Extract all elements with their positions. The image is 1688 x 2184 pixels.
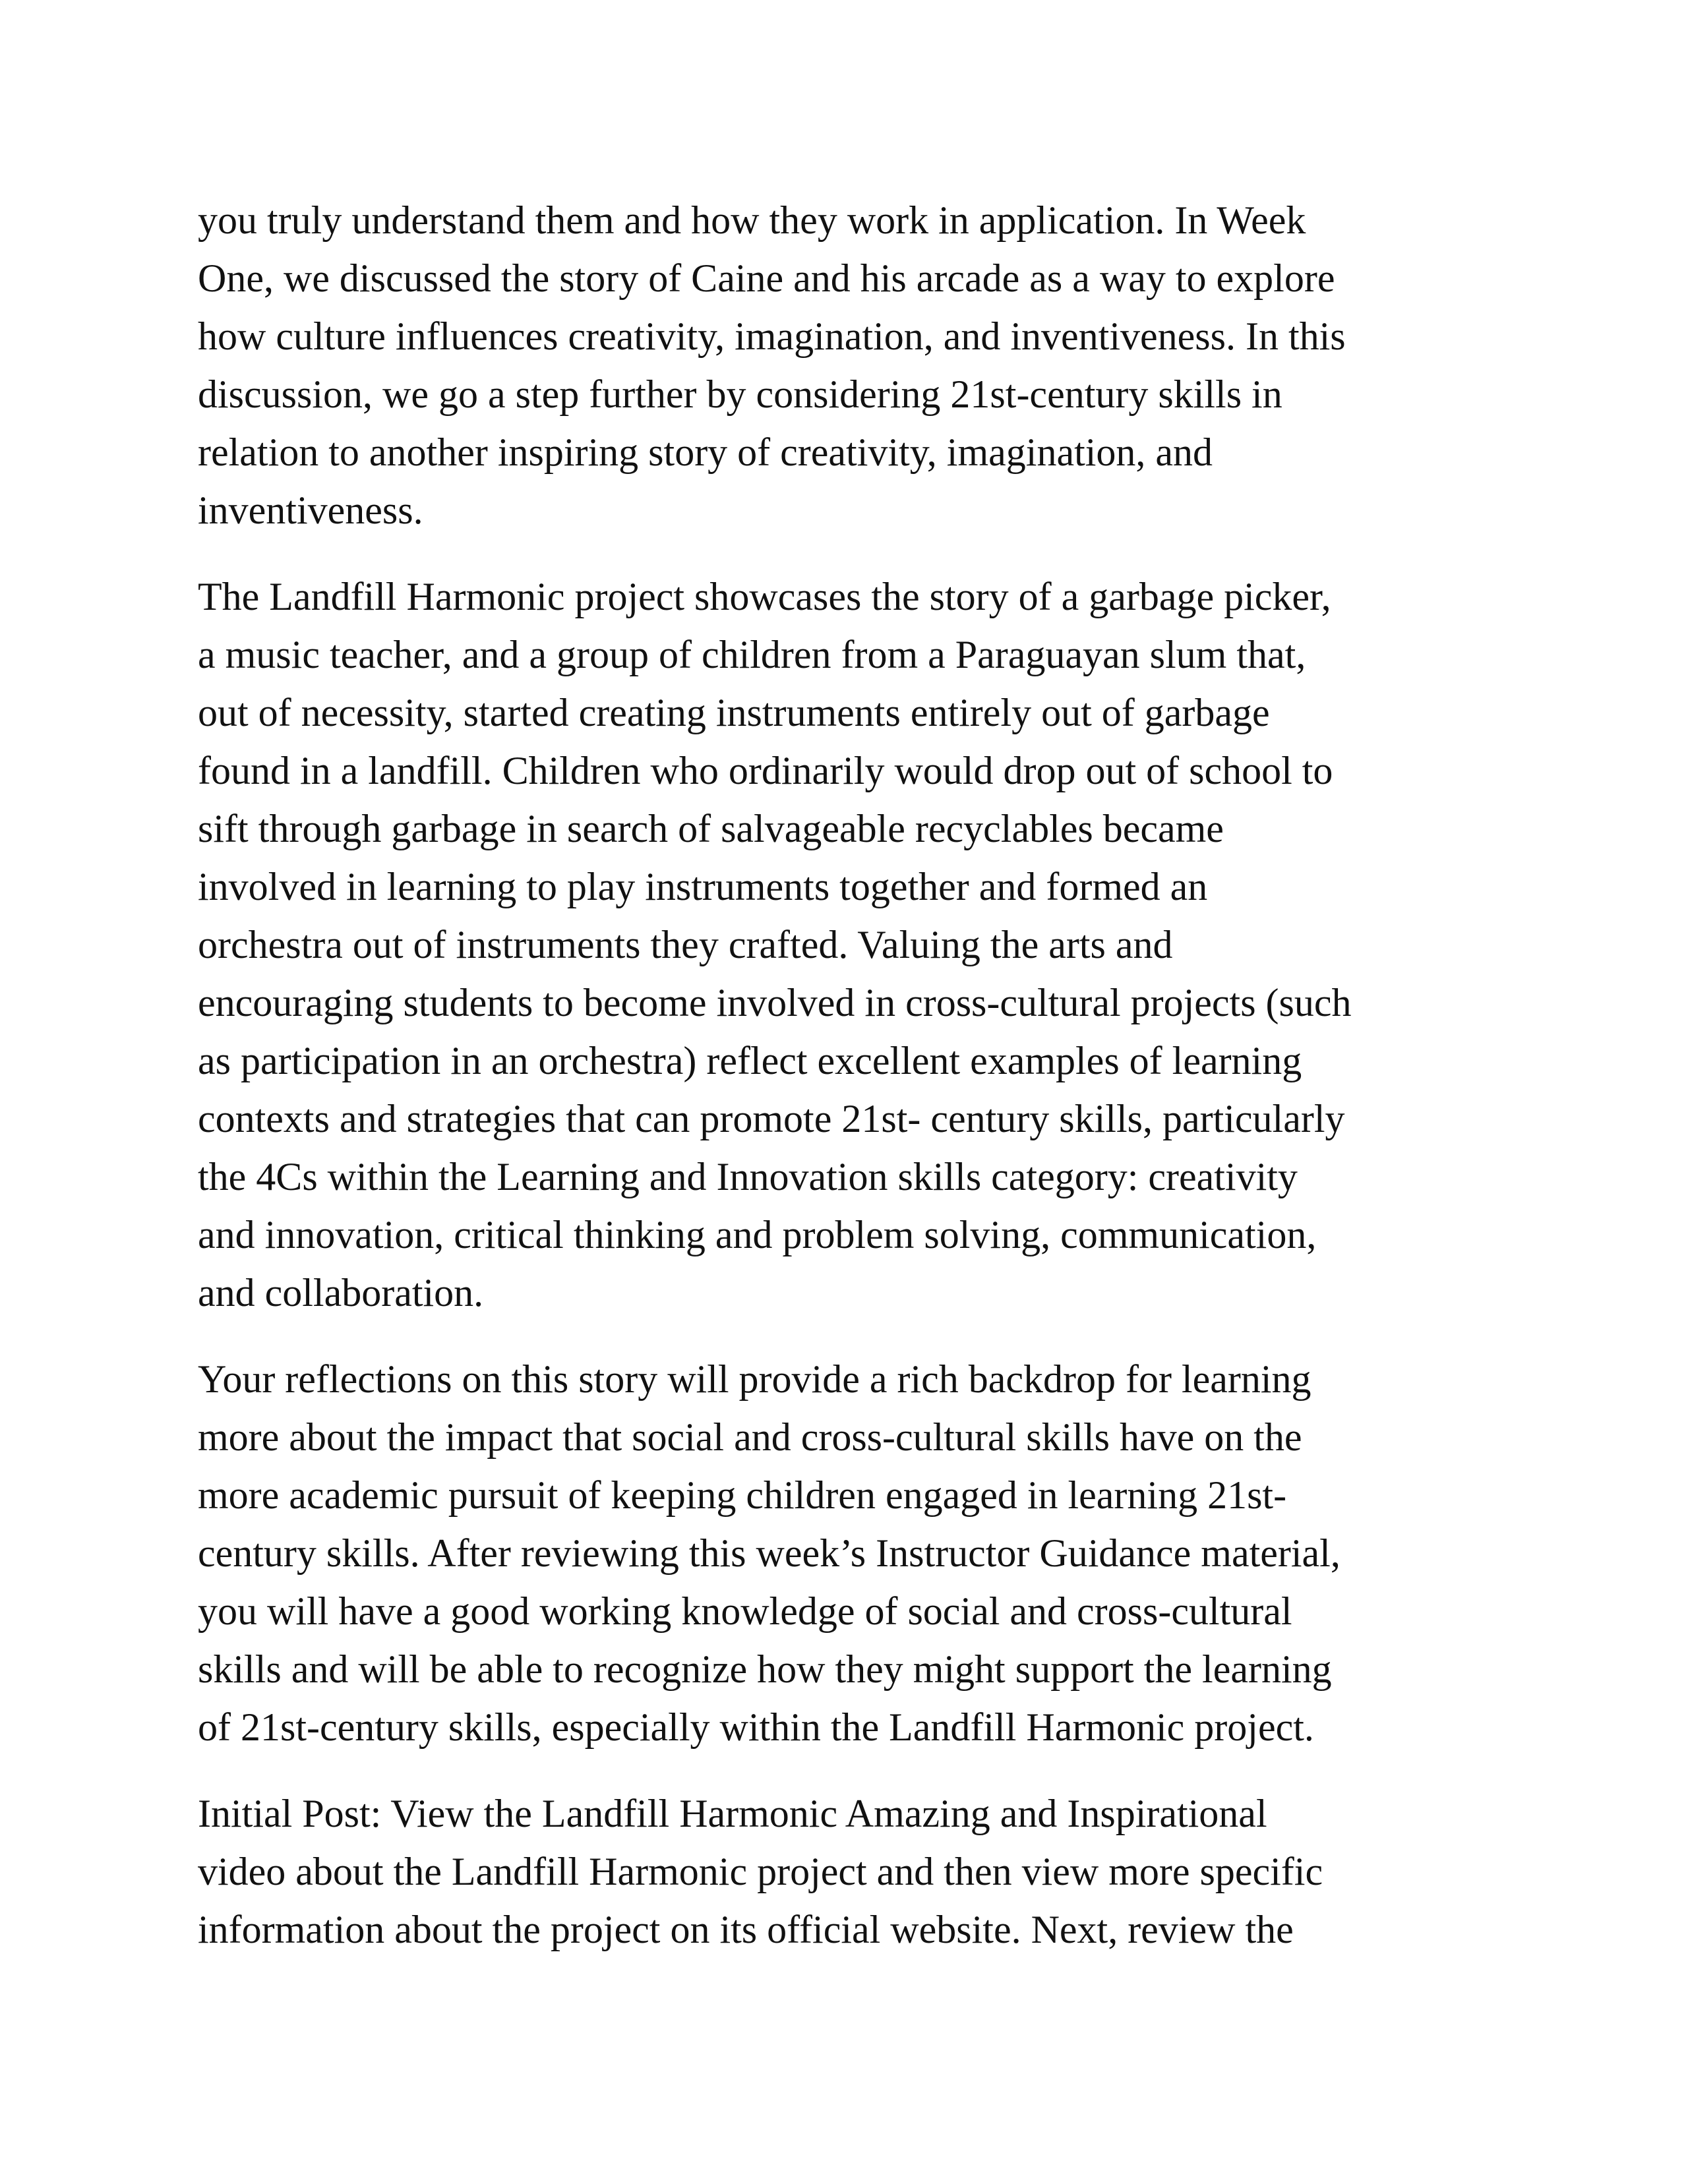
text-line: discussion, we go a step further by considering 21st-century skills in <box>198 372 1282 416</box>
text-line: more academic pursuit of keeping children engaged in learning 21st- <box>198 1473 1287 1517</box>
text-line: the 4Cs within the Learning and Innovation skills category: creativity <box>198 1155 1298 1198</box>
text-line: contexts and strategies that can promote 21st- century skills, particularly <box>198 1097 1345 1140</box>
document-body <box>198 191 1503 1987</box>
text-line: as participation in an orchestra) reflect excellent examples of learning <box>198 1039 1302 1082</box>
text-line: encouraging students to become involved in cross-cultural projects (such <box>198 981 1352 1024</box>
text-line: of 21st-century skills, especially within the Landfill Harmonic project. <box>198 1705 1314 1749</box>
text-line: more about the impact that social and cross-cultural skills have on the <box>198 1415 1302 1459</box>
text-line: found in a landfill. Children who ordinarily would drop out of school to <box>198 749 1333 792</box>
text-line: sift through garbage in search of salvageable recyclables became <box>198 807 1224 850</box>
text-line: and collaboration. <box>198 1271 484 1314</box>
text-line: skills and will be able to recognize how they might support the learning <box>198 1647 1332 1691</box>
paragraph-1 <box>198 191 1503 539</box>
text-line: information about the project on its official website. Next, review the <box>198 1908 1294 1951</box>
text-line: you will have a good working knowledge of social and cross-cultural <box>198 1589 1292 1633</box>
text-line: Your reflections on this story will provide a rich backdrop for learning <box>198 1357 1311 1401</box>
paragraph-2 <box>198 568 1503 1322</box>
text-line: relation to another inspiring story of creativity, imagination, and <box>198 430 1213 474</box>
text-line: orchestra out of instruments they crafted. Valuing the arts and <box>198 923 1173 966</box>
paragraph-4 <box>198 1785 1503 1959</box>
text-line: you truly understand them and how they work in application. In Week <box>198 198 1306 242</box>
text-line: video about the Landfill Harmonic project and then view more specific <box>198 1850 1323 1893</box>
text-line: and innovation, critical thinking and problem solving, communication, <box>198 1213 1317 1256</box>
text-line: involved in learning to play instruments together and formed an <box>198 865 1208 908</box>
text-line: Initial Post: View the Landfill Harmonic Amazing and Inspirational <box>198 1792 1267 1835</box>
text-line: how culture influences creativity, imagination, and inventiveness. In this <box>198 314 1346 358</box>
text-line: out of necessity, started creating instruments entirely out of garbage <box>198 691 1270 734</box>
text-line: a music teacher, and a group of children from a Paraguayan slum that, <box>198 633 1306 676</box>
text-line: One, we discussed the story of Caine and his arcade as a way to explore <box>198 256 1335 300</box>
text-line: century skills. After reviewing this week’s Instructor Guidance material, <box>198 1531 1341 1575</box>
text-line: inventiveness. <box>198 488 423 532</box>
text-line: The Landfill Harmonic project showcases the story of a garbage picker, <box>198 575 1331 618</box>
paragraph-3 <box>198 1350 1503 1756</box>
